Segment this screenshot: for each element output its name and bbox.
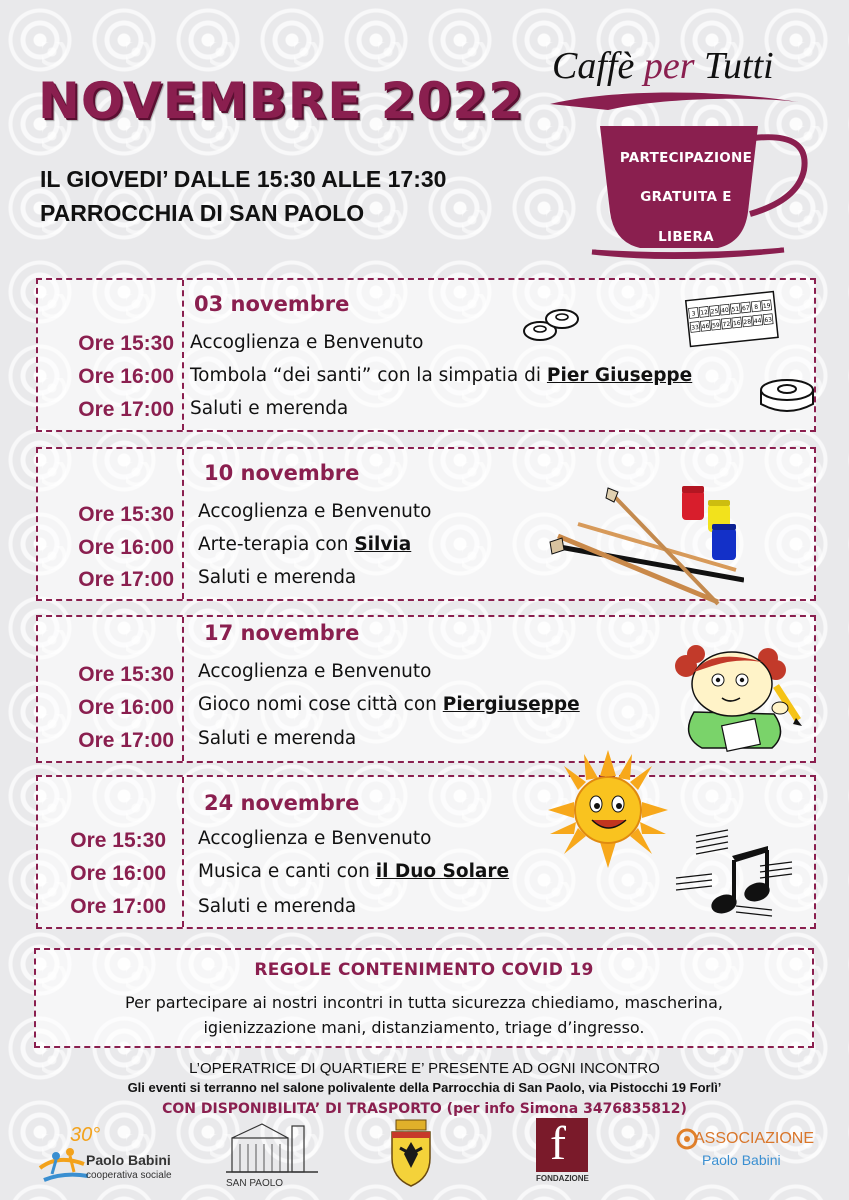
schedule-line: IL GIOVEDI’ DALLE 15:30 ALLE 17:30 [40,166,447,192]
brand-title [552,44,774,88]
fondazione-mark [536,1118,588,1172]
page-title: NOVEMBRE 2022 [38,72,524,130]
event-date: 10 novembre [204,461,360,485]
host-name: Silvia [354,534,412,555]
tombola-token-icon [522,303,582,347]
covid-line: igienizzazione mani, distanziamento, triage d’ingresso. [203,1018,645,1037]
tombola-number: 8 [754,303,759,312]
anniversary-badge: 30° [70,1124,101,1146]
tombola-number: 16 [732,319,742,328]
activity-text: Musica e canti con [198,861,376,882]
event-time: Ore 15:30 [70,829,166,852]
activity-text: Accoglienza e Benvenuto [198,501,432,522]
event-activity [198,694,580,715]
brand-part: Tutti [694,45,774,87]
venue-note: Gli eventi si terranno nel salone polivalente della Parrocchia di San Paolo, via Pistocchi 19 Forlì’ [127,1080,722,1095]
covid-line: Per partecipare ai nostri incontri in tutta sicurezza chiediamo, mascherina, [124,993,724,1012]
covid-text [36,990,812,1040]
event-activity [198,534,411,555]
paolo-babini-coop-logo [34,1124,174,1190]
event-time: Ore 15:30 [78,332,174,355]
activity-text: Gioco nomi cose città con [198,694,443,715]
paint-brushes-icon [548,484,744,606]
event-time: Ore 17:00 [78,729,174,752]
tombola-number: 51 [731,305,740,314]
tombola-number: 67 [741,304,751,313]
tombola-number: 25 [710,307,719,316]
tombola-number: 12 [699,308,709,317]
tombola-token-icon [758,376,816,418]
event-activity [198,661,431,682]
logo-subtitle: cooperativa sociale [86,1170,172,1181]
cup-text-line: PARTECIPAZIONE [619,150,753,166]
tombola-number: 63 [764,316,773,325]
brand-part: Caffè [552,45,644,87]
host-name: il Duo Solare [375,861,510,882]
tombola-number: 19 [762,302,771,311]
event-activity [198,501,431,522]
tombola-number: 40 [720,306,730,315]
event-activity [198,728,356,749]
tombola-number: 44 [753,317,762,326]
divider [182,617,184,761]
tombola-number: 33 [690,324,700,332]
activity-text: Accoglienza e Benvenuto [190,332,424,353]
church-icon [222,1118,320,1178]
san-paolo-logo [222,1118,320,1190]
activity-text: Saluti e merenda [198,567,357,588]
music-notes-icon [672,826,796,920]
fondazione-logo [534,1118,590,1188]
covid-rules-box [34,948,814,1048]
tombola-number: 59 [711,321,721,330]
event-activity [190,332,423,353]
activity-text: Saluti e merenda [190,398,349,419]
divider [182,777,184,927]
covid-title: REGOLE CONTENIMENTO COVID 19 [254,960,594,980]
event-time: Ore 16:00 [70,862,166,885]
tombola-number: 3 [691,310,696,318]
event-activity [190,365,692,386]
event-activity [190,398,348,419]
event-activity [198,567,356,588]
sun-icon [546,748,670,870]
divider [182,280,184,430]
tombola-card-icon [684,290,780,350]
event-time: Ore 17:00 [70,895,166,918]
logo-subtitle: Paolo Babini [702,1152,781,1168]
tombola-number: 72 [722,320,731,329]
event-time: Ore 16:00 [78,365,174,388]
cup-text-line: GRATUITA E [640,189,732,205]
event-time: Ore 16:00 [78,696,174,719]
activity-text: Saluti e merenda [198,728,357,749]
operator-note: L’OPERATRICE DI QUARTIERE E’ PRESENTE AD OGNI INCONTRO [189,1060,660,1077]
divider [182,449,184,599]
event-date: 24 novembre [204,791,360,815]
event-time: Ore 15:30 [78,663,174,686]
event-time: Ore 17:00 [78,568,174,591]
logo-name: Paolo Babini [86,1152,171,1168]
cup-text-line: LIBERA [658,229,714,245]
event-time: Ore 16:00 [78,536,174,559]
event-activity [198,828,431,849]
event-time: Ore 17:00 [78,398,174,421]
event-date: 17 novembre [204,621,360,645]
event-time: Ore 15:30 [78,503,174,526]
brand-part: per [643,45,695,87]
host-name: Pier Giuseppe [546,365,693,386]
location-line: PARROCCHIA DI SAN PAOLO [40,200,365,226]
event-activity [198,896,356,917]
child-writing-icon [672,636,804,752]
activity-text: Arte-terapia con [198,534,355,555]
tombola-number: 46 [701,322,710,331]
city-crest-icon [388,1118,434,1188]
logo-name: ASSOCIAZIONE [694,1130,815,1147]
event-activity [198,861,509,882]
logo-name: FONDAZIONE [536,1174,589,1183]
host-name: Piergiuseppe [442,694,580,715]
transport-note: CON DISPONIBILITA’ DI TRASPORTO (per info Simona 3476835812) [162,1101,687,1117]
fondazione-letter: f [550,1117,566,1170]
activity-text: Saluti e merenda [198,896,357,917]
associazione-paolo-babini-logo [676,1128,822,1174]
logo-name: SAN PAOLO [226,1178,284,1189]
tombola-number: 28 [743,318,752,327]
activity-text: Accoglienza e Benvenuto [198,828,432,849]
activity-text: Accoglienza e Benvenuto [198,661,432,682]
activity-text: Tombola “dei santi” con la simpatia di [190,365,547,386]
event-date: 03 novembre [194,292,350,316]
